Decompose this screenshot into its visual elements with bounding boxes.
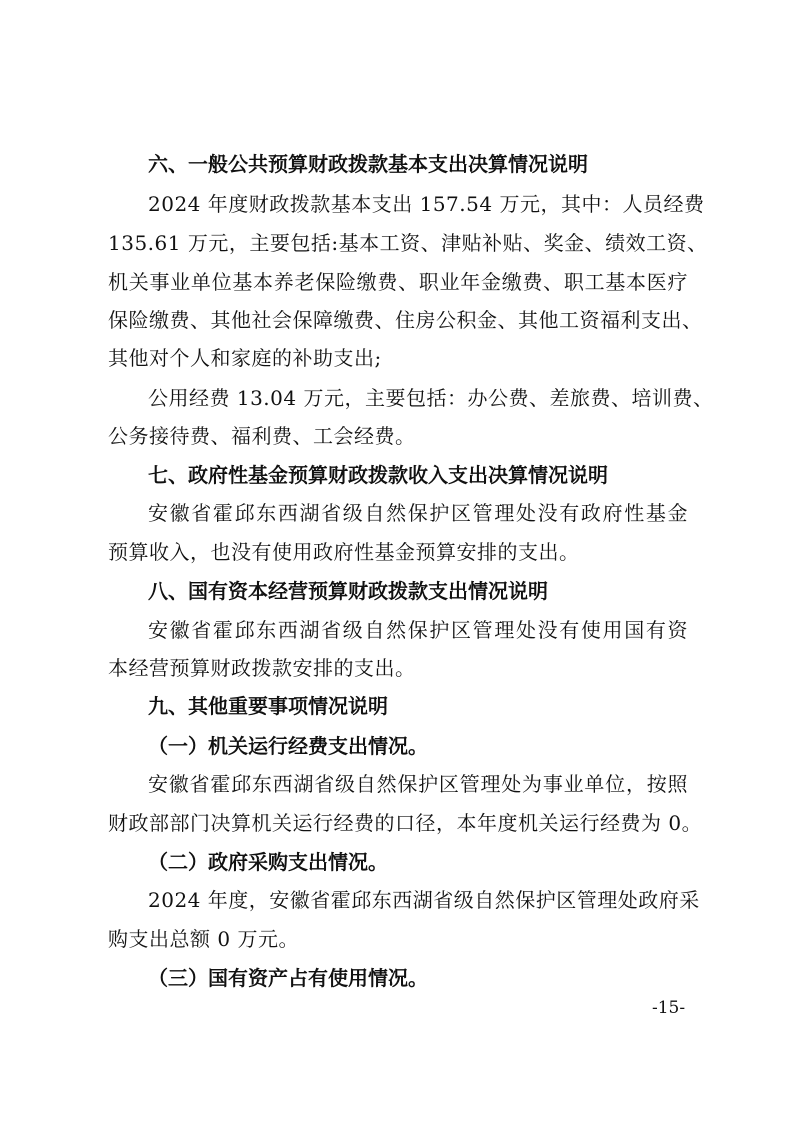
section-9-sub2-paragraph-line-1: 2024 年度，安徽省霍邱东西湖省级自然保护区管理处政府采 [148, 888, 700, 912]
section-6-paragraph-1-line-4: 保险缴费、其他社会保障缴费、住房公积金、其他工资福利支出、 [108, 308, 703, 332]
section-8-heading: 八、国有资本经营预算财政拨款支出情况说明 [148, 579, 548, 603]
section-9-subheading-2: （二）政府采购支出情况。 [148, 850, 388, 874]
section-6-heading: 六、一般公共预算财政拨款基本支出决算情况说明 [148, 152, 588, 176]
section-9-sub1-paragraph-line-1: 安徽省霍邱东西湖省级自然保护区管理处为事业单位，按照 [148, 772, 688, 796]
section-9-heading: 九、其他重要事项情况说明 [148, 694, 388, 718]
section-9-sub2-paragraph-line-2: 购支出总额 0 万元。 [108, 927, 299, 951]
section-7-heading: 七、政府性基金预算财政拨款收入支出决算情况说明 [148, 463, 608, 487]
section-6-paragraph-2-line-1: 公用经费 13.04 万元，主要包括：办公费、差旅费、培训费、 [148, 386, 714, 410]
section-6-paragraph-2-line-2: 公务接待费、福利费、工会经费。 [108, 424, 416, 448]
section-8-paragraph-line-2: 本经营预算财政拨款安排的支出。 [108, 656, 416, 680]
section-9-subheading-1: （一）机关运行经费支出情况。 [148, 734, 428, 758]
section-6-paragraph-1-line-5: 其他对个人和家庭的补助支出; [108, 346, 382, 370]
section-7-paragraph-line-1: 安徽省霍邱东西湖省级自然保护区管理处没有政府性基金 [148, 501, 688, 525]
section-6-paragraph-1-line-1: 2024 年度财政拨款基本支出 157.54 万元，其中：人员经费 [148, 192, 705, 216]
section-6-paragraph-1-line-3: 机关事业单位基本养老保险缴费、职业年金缴费、职工基本医疗 [108, 270, 688, 294]
section-7-paragraph-line-2: 预算收入，也没有使用政府性基金预算安排的支出。 [108, 540, 580, 564]
page-number: -15- [652, 998, 686, 1018]
section-6-paragraph-1-line-2: 135.61 万元，主要包括:基本工资、津贴补贴、奖金、绩效工资、 [108, 231, 708, 255]
section-9-subheading-3: （三）国有资产占有使用情况。 [148, 966, 428, 990]
section-8-paragraph-line-1: 安徽省霍邱东西湖省级自然保护区管理处没有使用国有资 [148, 618, 688, 642]
section-9-sub1-paragraph-line-2: 财政部部门决算机关运行经费的口径，本年度机关运行经费为 0。 [108, 811, 703, 835]
